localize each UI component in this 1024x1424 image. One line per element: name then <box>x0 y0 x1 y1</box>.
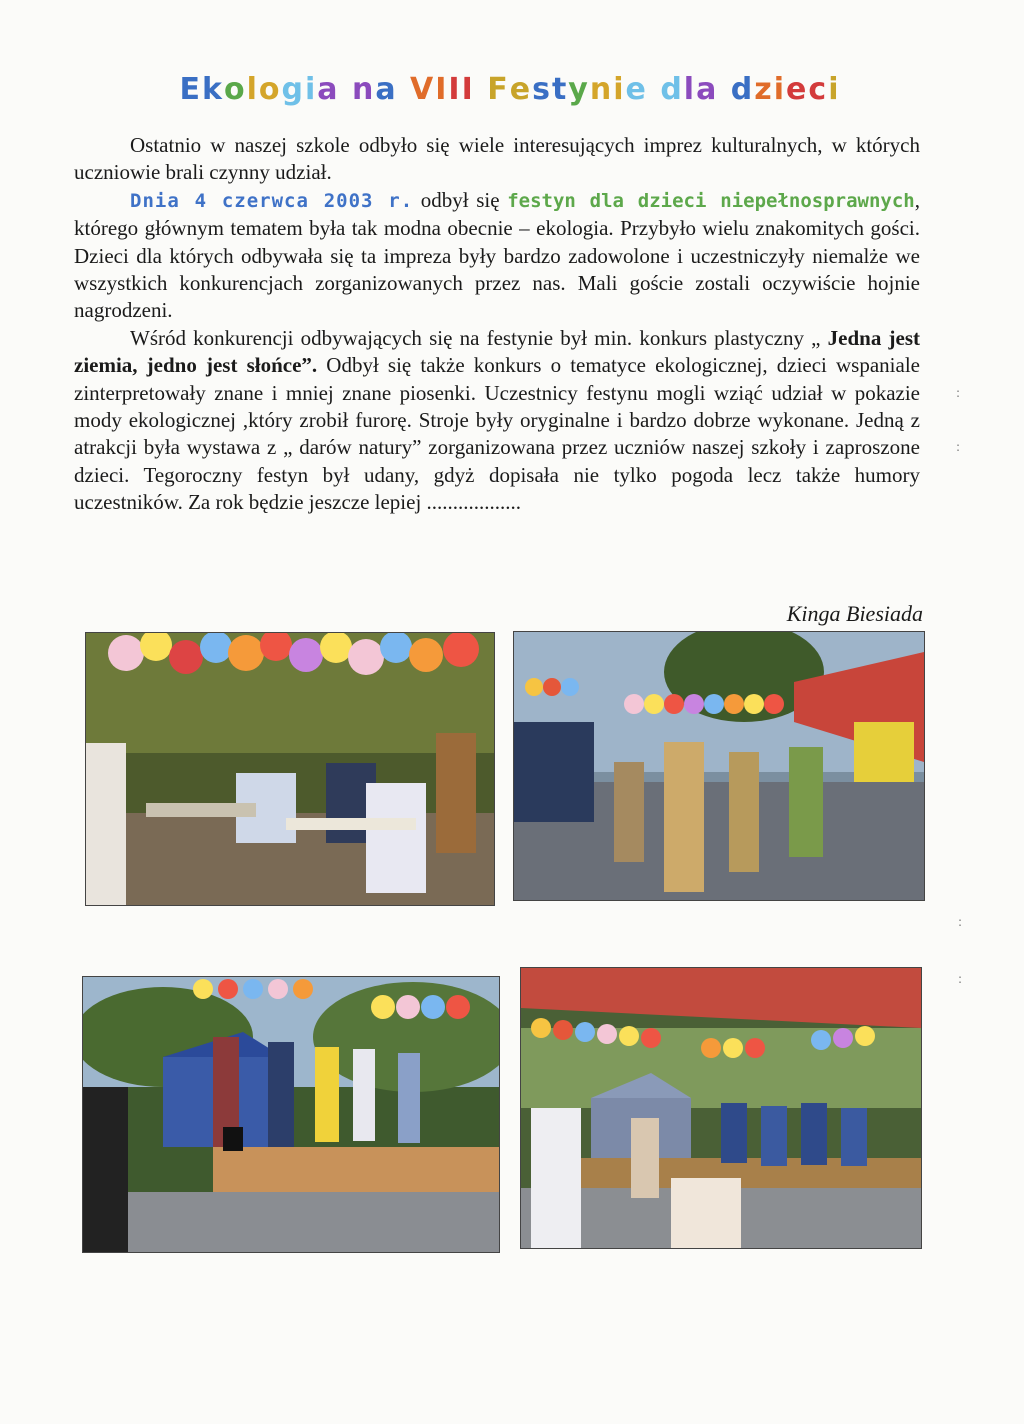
festival-photo-stage-dancers <box>520 967 922 1249</box>
paragraph-2-mid: odbył się <box>413 187 508 212</box>
scan-mark: : <box>956 440 961 454</box>
festival-photo-fashion-show <box>513 631 925 901</box>
paragraph-2-rest: , którego głównym tematem była tak modna obecnie – ekologia. Przybyło wielu znakomitych gości. Dzieci dla których odbywała się ta impreza były bardzo zadowolone i uczestniczyły niemalże we wszystkich konkurencjach zorganizowanych przez nas. Mali goście zostali oczywiście hojnie nagrodzeni. <box>74 187 920 323</box>
scan-mark: : <box>958 972 963 986</box>
event-name: festyn dla dzieci niepełnosprawnych <box>507 189 915 212</box>
paragraph-1: Ostatnio w naszej szkole odbyło się wiele interesujących imprez kulturalnych, w których uczniowie brali czynny udział. <box>74 133 920 185</box>
article-title: Ekologia na VIII Festynie dla dzieci <box>179 72 841 107</box>
paragraph-2 <box>74 187 920 325</box>
scan-mark: : <box>956 386 961 400</box>
scan-mark: : <box>958 915 963 929</box>
festival-photo-picnic <box>85 632 495 906</box>
event-date: Dnia 4 czerwca 2003 r. <box>130 189 414 212</box>
paragraph-3-rest: Odbył się także konkurs o tematyce ekologicznej, dzieci wspaniale zinterpretowały znane i mniej znane piosenki. Uczestnicy festynu mogli wziąć udział w pokazie mody ekologicznej ,który zrobił furorę. Stroje były oryginalne i bardzo dobrze wykonane. Jedną z atrakcji była wystawa z „ darów natury” zorganizowana przez uczniów naszej szkoły i zaproszone dzieci. Tegoroczny festyn był udany, gdyż dopisała nie tylko pogoda lecz także humory uczestników. Za rok będzie jeszcze lepiej .................. <box>74 353 920 515</box>
contest-title: Jedna jest ziemia, jedno jest słońce”. <box>74 325 920 378</box>
author-signature: Kinga Biesiada <box>786 601 923 626</box>
paragraph-3 <box>74 325 920 517</box>
article-body <box>74 132 920 517</box>
paragraph-3-start: Wśród konkurencji odbywających się na festynie był min. konkurs plastyczny „ <box>130 325 828 350</box>
festival-photo-stage-singers <box>82 976 500 1253</box>
